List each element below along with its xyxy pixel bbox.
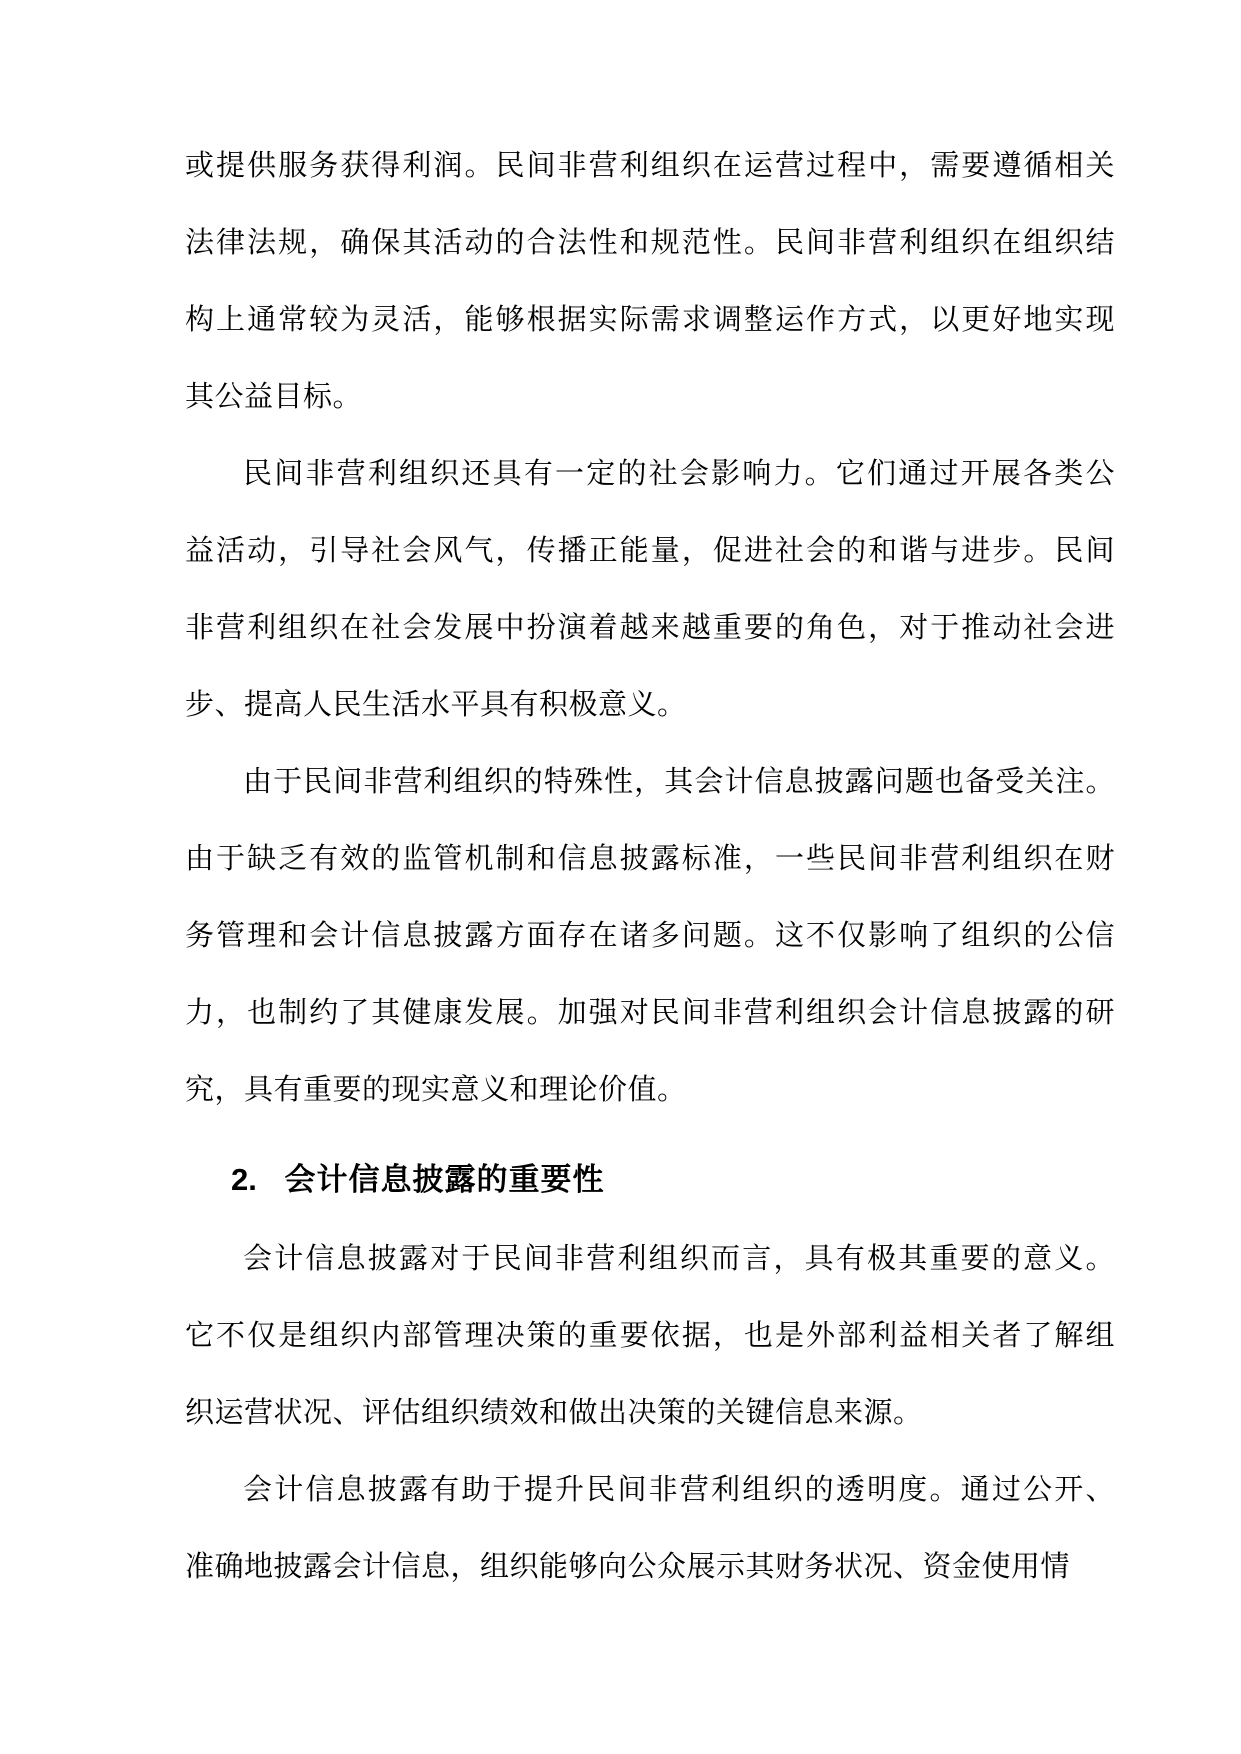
text-line: 究，具有重要的现实意义和理论价值。	[185, 1074, 687, 1106]
text-line: 非营利组织在社会发展中扮演着越来越重要的角色，对于推动社会进	[185, 612, 1115, 644]
page-content	[185, 128, 1115, 1606]
heading-number: 2.	[231, 1162, 257, 1197]
text-line: 会计信息披露对于民间非营利组织而言，具有极其重要的意义。	[243, 1243, 1115, 1275]
paragraph-social-influence	[185, 436, 1115, 744]
text-line: 或提供服务获得利润。民间非营利组织在运营过程中，需要遵循相关	[185, 150, 1115, 182]
text-line: 由于民间非营利组织的特殊性，其会计信息披露问题也备受关注。	[243, 766, 1115, 798]
text-line: 会计信息披露有助于提升民间非营利组织的透明度。通过公开、	[243, 1474, 1115, 1506]
text-line: 力，也制约了其健康发展。加强对民间非营利组织会计信息披露的研	[185, 997, 1115, 1029]
paragraph-transparency	[185, 1452, 1115, 1606]
text-line: 构上通常较为灵活，能够根据实际需求调整运作方式，以更好地实现	[185, 304, 1115, 336]
text-line: 益活动，引导社会风气，传播正能量，促进社会的和谐与进步。民间	[185, 535, 1115, 567]
text-line: 由于缺乏有效的监管机制和信息披露标准，一些民间非营利组织在财	[185, 843, 1115, 875]
section-heading	[185, 1141, 1115, 1218]
text-line: 准确地披露会计信息，组织能够向公众展示其财务状况、资金使用情	[185, 1551, 1071, 1583]
text-line: 民间非营利组织还具有一定的社会影响力。它们通过开展各类公	[243, 458, 1115, 490]
text-line: 务管理和会计信息披露方面存在诸多问题。这不仅影响了组织的公信	[185, 920, 1115, 952]
text-line: 织运营状况、评估组织绩效和做出决策的关键信息来源。	[185, 1397, 923, 1429]
text-line: 步、提高人民生活水平具有积极意义。	[185, 689, 687, 721]
text-line: 法律法规，确保其活动的合法性和规范性。民间非营利组织在组织结	[185, 227, 1115, 259]
text-line: 其公益目标。	[185, 381, 363, 413]
paragraph-disclosure-issues	[185, 744, 1115, 1129]
text-line: 它不仅是组织内部管理决策的重要依据，也是外部利益相关者了解组	[185, 1320, 1115, 1352]
paragraph-nonprofit-operations	[185, 128, 1115, 436]
heading-title: 会计信息披露的重要性	[284, 1162, 605, 1197]
paragraph-disclosure-importance	[185, 1221, 1115, 1452]
